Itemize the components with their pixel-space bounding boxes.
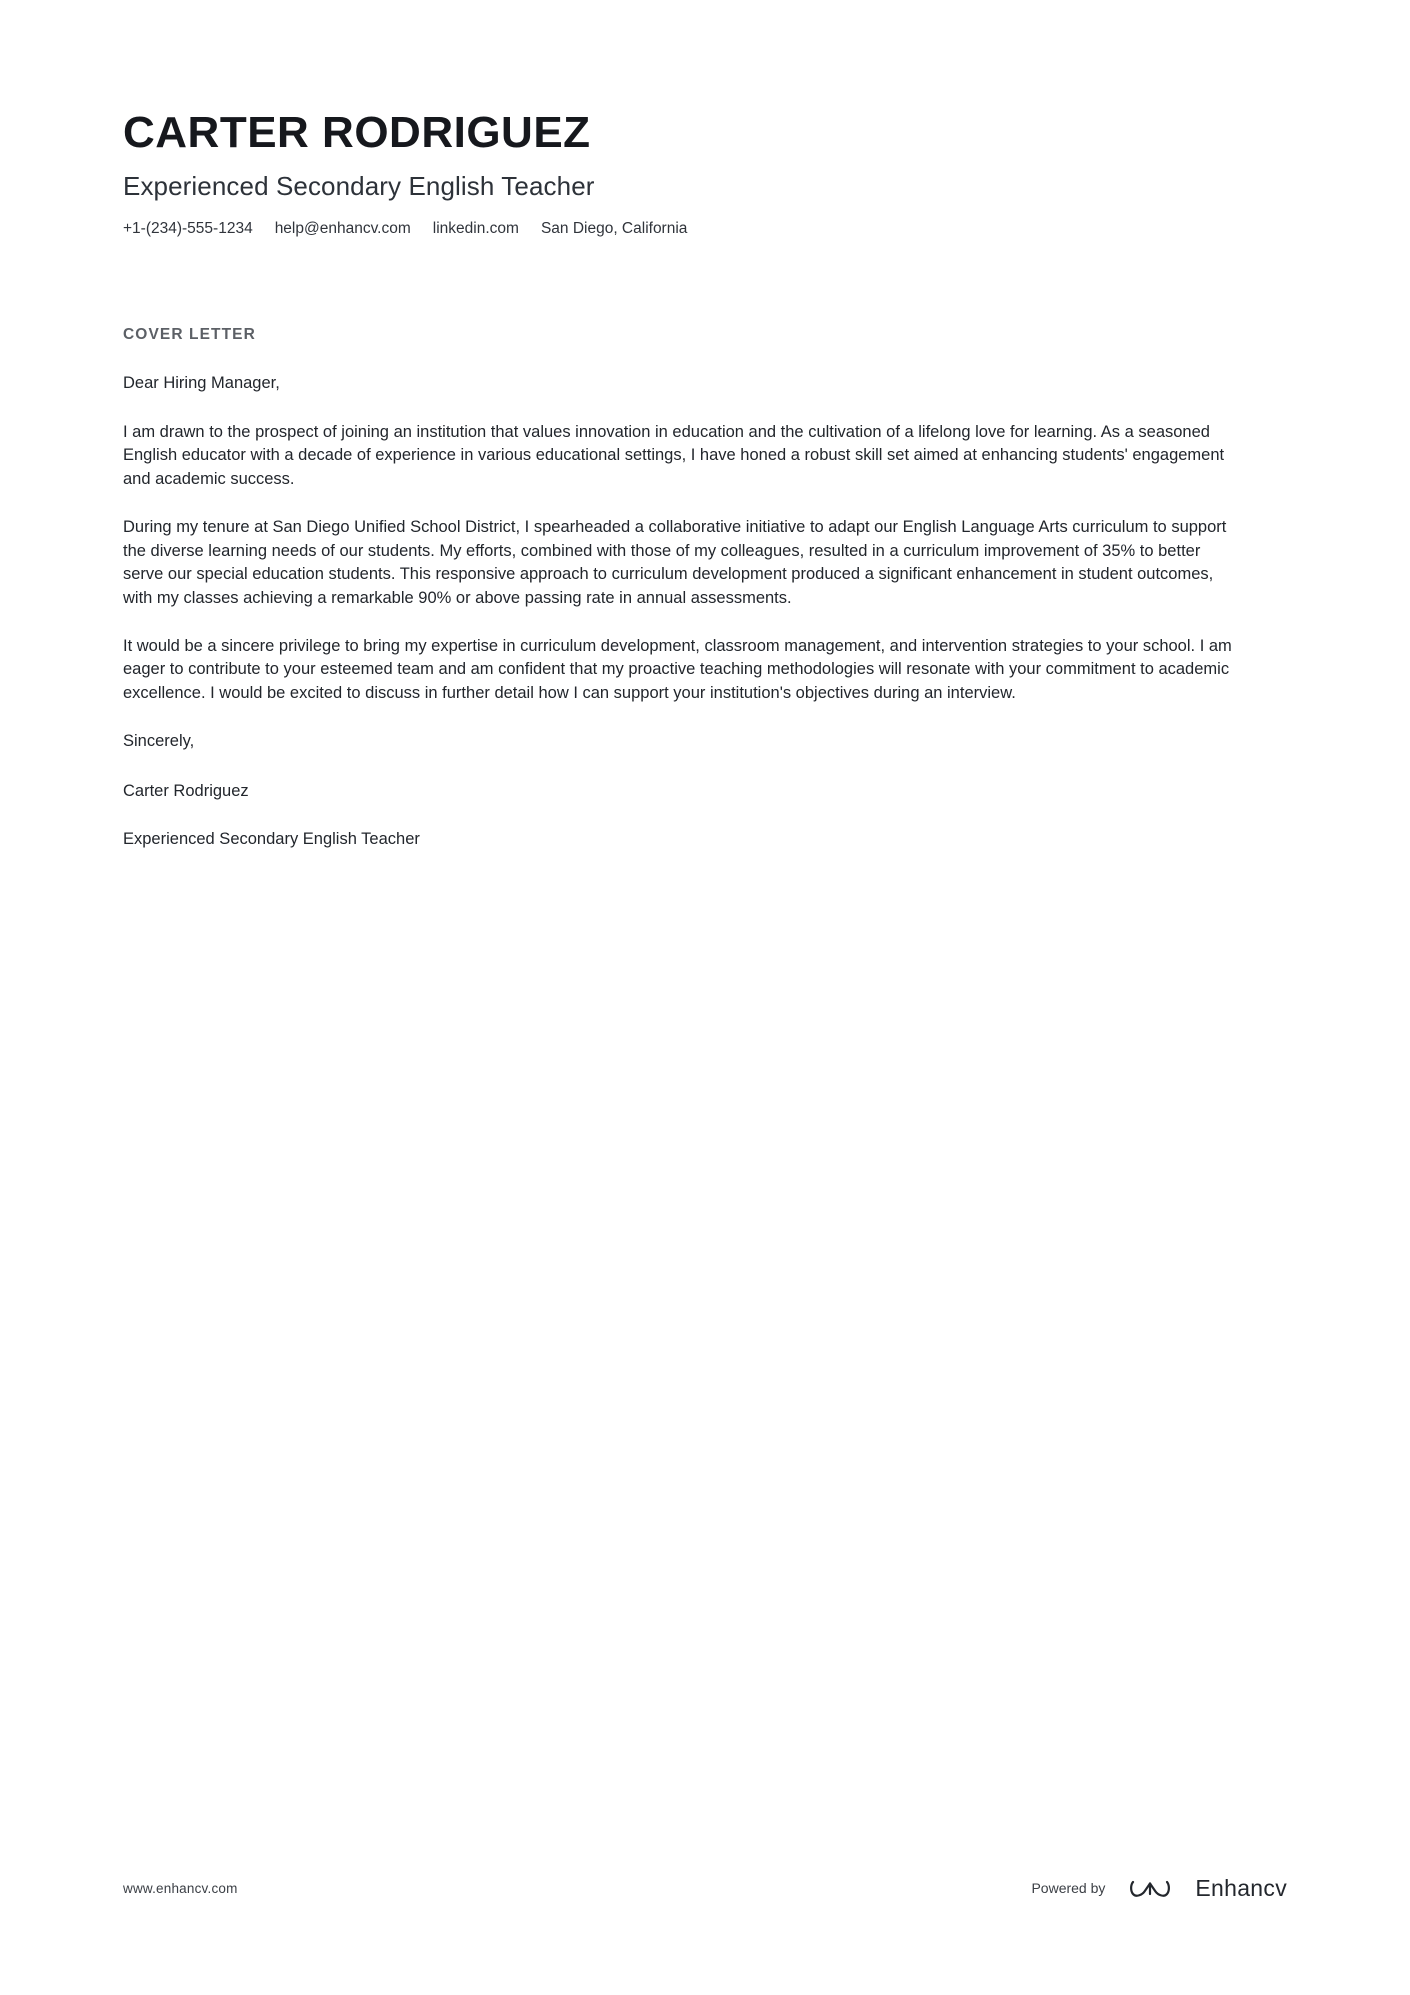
powered-by-label: Powered by (1031, 1880, 1106, 1896)
letter-closing: Sincerely, (123, 732, 195, 751)
job-title: Experienced Secondary English Teacher (123, 170, 595, 201)
document-content (123, 108, 1283, 877)
enhancv-logo-icon (1129, 1873, 1183, 1903)
footer-branding (1031, 1873, 1287, 1903)
contact-info (123, 220, 1283, 238)
contact-phone: +1-(234)-555-1234 (123, 219, 253, 237)
letter-paragraph-2: During my tenure at San Diego Unified School District, I spearheaded a collaborative initiative to adapt our English Language Arts curriculum to support the diverse learning needs of our students. My efforts, combined with those of my colleagues, resulted in a curriculum improvement of 35% to better serve our special education students. This responsive approach to curriculum development produced a significant enhancement in student outcomes, with my classes achieving a remarkable 90% or above passing rate in annual assessments. (123, 518, 1227, 607)
section-heading-cover-letter: COVER LETTER (123, 325, 256, 343)
letter-paragraph-3: It would be a sincere privilege to bring my expertise in curriculum development, classroom management, and intervention strategies to your school. I am eager to contribute to your esteemed team and am confident that my proactive teaching methodologies will resonate with your commitment to academic excellence. I would be excited to discuss in further detail how I can support your institution's objectives during an interview. (123, 636, 1232, 702)
letter-salutation: Dear Hiring Manager, (123, 373, 280, 392)
contact-location: San Diego, California (540, 219, 688, 237)
letter-signature-title: Experienced Secondary English Teacher (123, 830, 420, 849)
letter-paragraph-1: I am drawn to the prospect of joining an institution that values innovation in education and the cultivation of a lifelong love for learning. As a seasoned English educator with a decade of experience in various educational settings, I have honed a robust skill set aimed at enhancing students' engagement and academic success. (123, 423, 1225, 488)
page-title: CARTER RODRIGUEZ (123, 108, 591, 157)
brand-name: Enhancv (1195, 1874, 1287, 1901)
contact-email[interactable]: help@enhancv.com (274, 219, 411, 237)
letter-body (123, 372, 1283, 852)
letter-signature-name: Carter Rodriguez (123, 781, 249, 800)
document-footer (123, 1873, 1287, 1903)
contact-linkedin[interactable]: linkedin.com (432, 219, 519, 237)
footer-website-url[interactable]: www.enhancv.com (123, 1880, 238, 1896)
